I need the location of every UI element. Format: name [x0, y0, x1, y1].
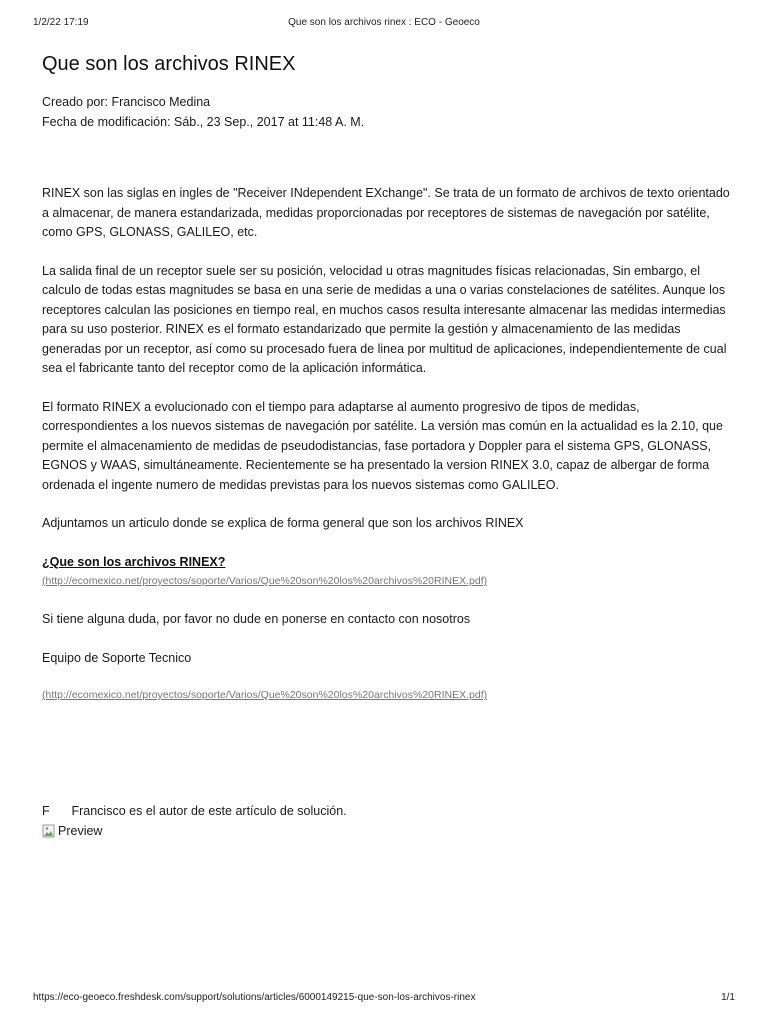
article-body: [42, 184, 732, 840]
print-page-number: 1/1: [721, 992, 735, 1003]
attachment-link-block: [42, 553, 732, 590]
print-doc-title: Que son los archivos rinex : ECO - Geoeco: [288, 17, 480, 28]
attachment-link-block-2: [42, 687, 732, 703]
article-title: Que son los archivos RINEX: [42, 53, 296, 75]
author-text: Francisco es el autor de este artículo de solución.: [71, 804, 347, 818]
attachment-link-url-2[interactable]: (http://ecomexico.net/proyectos/soporte/Varios/Que%20son%20los%20archivos%20RINEX.pdf): [42, 689, 488, 701]
signature: Equipo de Soporte Tecnico: [42, 650, 192, 665]
paragraph: El formato RINEX a evolucionado con el tiempo para adaptarse al aumento progresivo de tipos de medidas, correspondientes a los nuevos sistemas de navegación por satélite. La versión mas común en la actualidad es la 2.10, que permite el almacenamiento de medidas de pseudodistancias, fase portadora y Doppler para el sistema GPS, GLONASS, EGNOS y WAAS, simultáneamente. Recientemente se ha presentado la version RINEX 3.0, capaz de albergar de forma ordenada el ingente numero de medidas previstas para los nuevos sistemas como GALILEO.: [42, 399, 723, 492]
article-content: [42, 52, 732, 840]
paragraph: Adjuntamos un articulo donde se explica de forma general que son los archivos RINEX: [42, 516, 524, 530]
contact-text: Si tiene alguna duda, por favor no dude en ponerse en contacto con nosotros: [42, 612, 471, 626]
modified-date: Fecha de modificación: Sáb., 23 Sep., 2017 at 11:48 A. M.: [42, 115, 365, 129]
print-footer: [33, 992, 735, 1006]
attachment-link-title[interactable]: ¿Que son los archivos RINEX?: [42, 554, 226, 569]
author-avatar-initial: F: [42, 804, 50, 818]
print-header: [33, 17, 735, 31]
paragraph: La salida final de un receptor suele ser su posición, velocidad u otras magnitudes físicas relacionadas, Sin embargo, el calculo de todas estas magnitudes se basa en una serie de medidas a una o varias constelaciones de satélites. Aunque los receptores calculan las posiciones en tiempo real, en muchos casos resulta interesante almacenar las medidas intermedias para su uso posterior. RINEX es el formato estandarizado que permite la gestión y almacenamiento de las medidas generadas por un receptor, así como su procesado fuera de linea por multitud de aplicaciones, independientemente de cual sea el fabricante tanto del receptor como de la aplicación informática.: [42, 263, 727, 375]
author-line: [42, 802, 732, 820]
created-by: Creado por: Francisco Medina: [42, 95, 211, 109]
print-date: 1/2/22 17:19: [33, 17, 89, 28]
preview-alt-text: Preview: [58, 824, 103, 838]
broken-image-icon: [42, 824, 56, 838]
article-meta: [42, 92, 732, 132]
attachment-link-url[interactable]: (http://ecomexico.net/proyectos/soporte/Varios/Que%20son%20los%20archivos%20RINEX.pdf): [42, 575, 488, 587]
preview-image: [42, 822, 732, 840]
print-url: https://eco-geoeco.freshdesk.com/support/solutions/articles/6000149215-que-son-los-archivos-rinex: [33, 992, 476, 1003]
paragraph: RINEX son las siglas en ingles de "Receiver INdependent EXchange". Se trata de un formato de archivos de texto orientado a almacenar, de manera estandarizada, medidas proporcionadas por receptores de sistemas de navegación por satélite, como GPS, GLONASS, GALILEO, etc.: [42, 186, 730, 239]
spacer: [42, 724, 732, 802]
